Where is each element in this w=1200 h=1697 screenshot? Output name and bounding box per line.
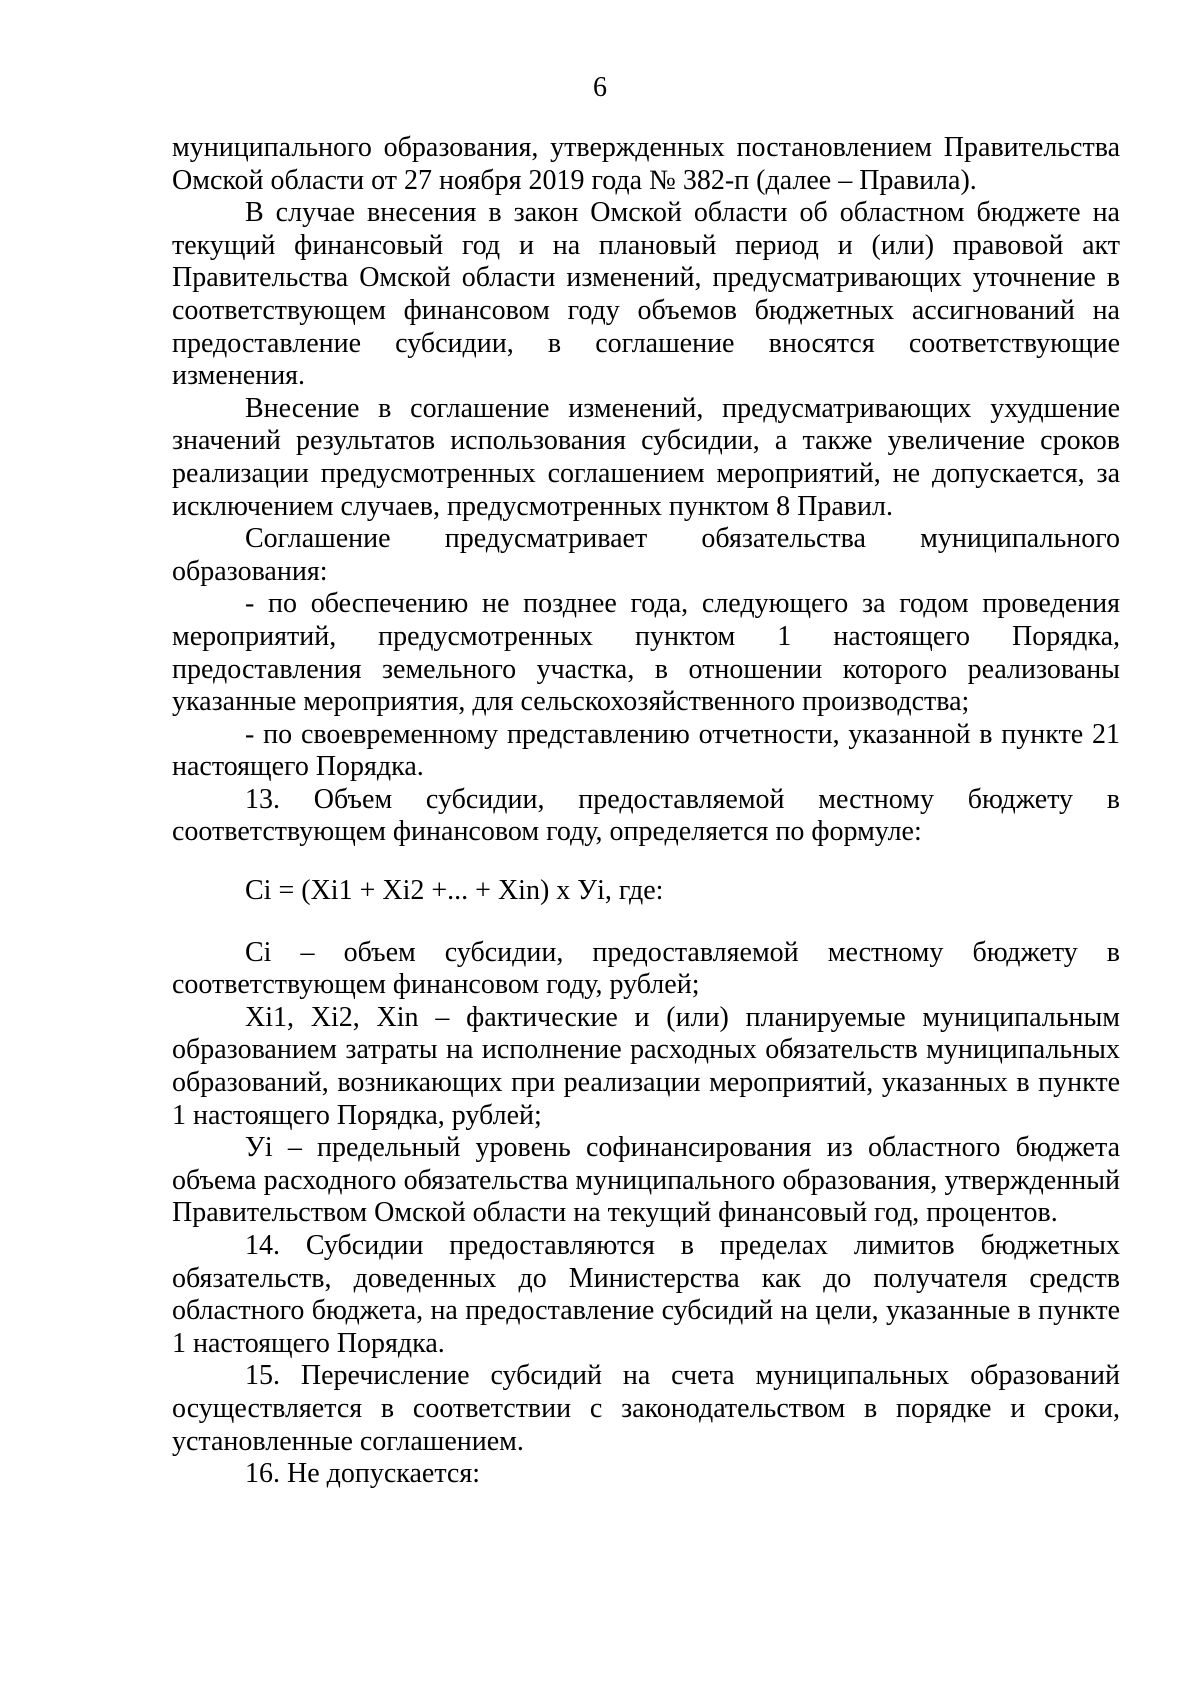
paragraph-item-16: 16. Не допускается: — [245, 1458, 481, 1490]
list-item-land-provision: - по обеспечению не позднее года, следующего за годом проведения мероприятий, предусмотренных пунктом 1 настоящего Порядка, предоставления земельного участка, в отношении которого реализованы указанные мероприятия, для сельскохозяйственного производства; — [172, 588, 1120, 718]
page-number: 6 — [593, 72, 607, 103]
paragraph-continuation: муниципального образования, утвержденных постановлением Правительства Омской области от 27 ноября 2019 года № 382-п (далее – Правила). — [172, 132, 1120, 196]
paragraph-agreement-changes: Внесение в соглашение изменений, предусматривающих ухудшение значений результатов использования субсидии, а также увеличение сроков реализации предусмотренных соглашением мероприятий, не допускается, за исключением случаев, предусмотренных пунктом 8 Правил. — [172, 392, 1120, 522]
paragraph-item-13: 13. Объем субсидии, предоставляемой местному бюджету в соответствующем финансовом году, определяется по формуле: — [172, 783, 1120, 848]
definition-yi: Уi – предельный уровень софинансирования из областного бюджета объема расходного обязательства муниципального образования, утвержденный Правительством Омской области на текущий финансовый год, процентов. — [172, 1132, 1120, 1229]
subsidy-formula: Сi = (Хi1 + Хi2 +... + Хin) х Уi, где: — [245, 875, 664, 907]
list-item-reporting: - по своевременному представлению отчетности, указанной в пункте 21 настоящего Порядка. — [172, 718, 1120, 783]
definition-xi: Хi1, Хi2, Хin – фактические и (или) планируемые муниципальным образованием затраты на исполнение расходных обязательств муниципальных образований, возникающих при реализации мероприятий, указанных в пункте 1 настоящего Порядка, рублей; — [172, 1001, 1120, 1131]
paragraph-obligations-intro: Соглашение предусматривает обязательства муниципального образования: — [172, 523, 1120, 587]
paragraph-budget-changes: В случае внесения в закон Омской области об областном бюджете на текущий финансовый год и на плановый период и (или) правовой акт Правительства Омской области изменений, предусматривающих уточнение в соответствующем финансовом году объемов бюджетных ассигнований на предоставление субсидии, в соглашение вносятся соответствующие изменения. — [172, 197, 1120, 392]
document-body — [172, 132, 1120, 1491]
definition-ci: Сi – объем субсидии, предоставляемой местному бюджету в соответствующем финансовом году, рублей; — [172, 936, 1120, 1001]
paragraph-item-14: 14. Субсидии предоставляются в пределах лимитов бюджетных обязательств, доведенных до Министерства как до получателя средств областного бюджета, на предоставление субсидий на цели, указанные в пункте 1 настоящего Порядка. — [172, 1230, 1120, 1359]
paragraph-item-15: 15. Перечисление субсидий на счета муниципальных образований осуществляется в соответствии с законодательством в порядке и сроки, установленные соглашением. — [172, 1360, 1120, 1457]
